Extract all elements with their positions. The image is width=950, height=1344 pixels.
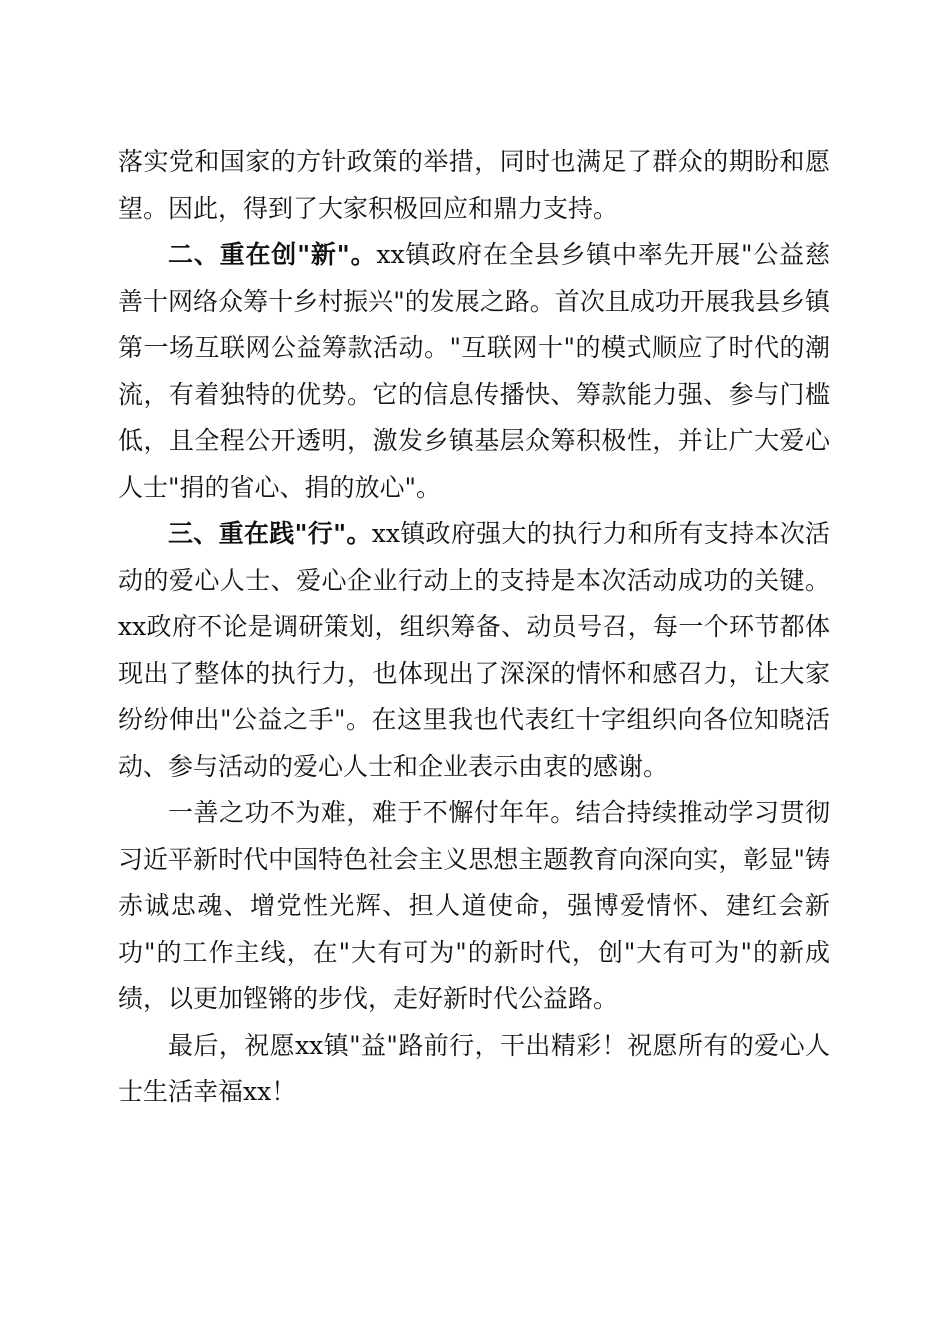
paragraph-perseverance (118, 790, 830, 1023)
paragraph-section-two (118, 232, 830, 511)
paragraph-closing-wishes (118, 1023, 830, 1116)
paragraph-text: 一善之功不为难，难于不懈付年年。结合持续推动学习贯彻习近平新时代中国特色社会主义思想主题教育向深向实，彰显"铸赤诚忠魂、增党性光辉、担人道使命，强博爱情怀、建红会新功"的工作主线，在"大有可为"的新时代，创"大有可为"的新成绩，以更加铿锵的步伐，走好新时代公益路。 (118, 798, 830, 1013)
paragraph-text: xx镇政府强大的执行力和所有支持本次活动的爱心人士、爱心企业行动上的支持是本次活动成功的关键。xx政府不论是调研策划，组织筹备、动员号召，每一个环节都体现出了整体的执行力，也体现出了深深的情怀和感召力，让大家纷纷伸出"公益之手"。在这里我也代表红十字组织向各位知晓活动、参与活动的爱心人士和企业表示由衷的感谢。 (118, 519, 830, 781)
paragraph-text: xx镇政府在全县乡镇中率先开展"公益慈善十网络众筹十乡村振兴"的发展之路。首次且成功开展我县乡镇第一场互联网公益筹款活动。"互联网十"的模式顺应了时代的潮流，有着独特的优势。它的信息传播快、筹款能力强、参与门槛低，且全程公开透明，激发乡镇基层众筹积极性，并让广大爱心人士"捐的省心、捐的放心"。 (118, 240, 830, 502)
paragraph-section-three (118, 511, 830, 790)
document-body (118, 139, 830, 1116)
paragraph-text: 落实党和国家的方针政策的举措，同时也满足了群众的期盼和愿望。因此，得到了大家积极回应和鼎力支持。 (118, 147, 830, 223)
paragraph-text: 最后，祝愿xx镇"益"路前行，干出精彩！祝愿所有的爱心人士生活幸福xx！ (118, 1030, 830, 1106)
section-heading-innovation: 二、重在创"新"。 (168, 240, 377, 269)
section-heading-action: 三、重在践"行"。 (168, 519, 372, 548)
paragraph-continuation (118, 139, 830, 232)
